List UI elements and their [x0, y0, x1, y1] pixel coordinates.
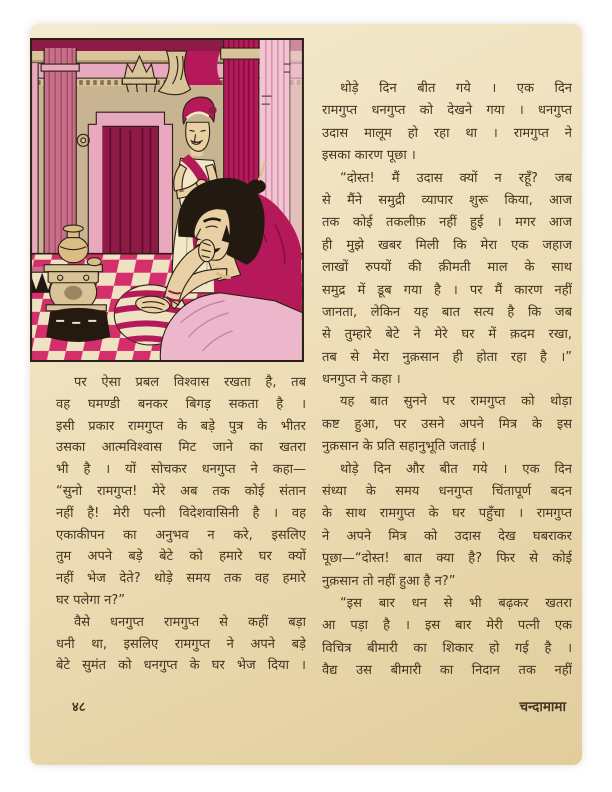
- text-line: इसका कारण पूछा ।: [322, 148, 416, 164]
- page-number: ४८: [72, 700, 86, 715]
- text-line: से मैंने समुद्री व्यापार शुरू किया, आज: [322, 192, 572, 208]
- text-line: उसका आत्मविश्वास मिट जाने का खतरा: [56, 440, 306, 456]
- story-illustration: [30, 38, 304, 362]
- text-line: जानता, लेकिन यह बात सत्य है कि जब: [322, 304, 572, 320]
- text-line: तक कोई तकलीफ़ नहीं हुई । मगर आज: [322, 215, 572, 231]
- left-column-text: [56, 372, 306, 677]
- text-line: आ पड़ा है । इस बार मेरी पत्नी एक: [322, 618, 572, 634]
- text-line: नुक़सान के प्रति सहानुभूति जताई ।: [322, 439, 486, 455]
- text-line: रामगुप्त धनगुप्त को देखने गया । धनगुप्त: [322, 103, 572, 119]
- scanned-page: [30, 24, 582, 765]
- text-line: से तुम्हारे बेटे ने मेरे घर में क़दम रखा,: [322, 327, 572, 343]
- text-line: तुम अपने बड़े बेटे को हमारे घर क्यों: [56, 549, 306, 565]
- text-line: भी है । यों सोचकर धनगुप्त ने कहा—: [56, 462, 306, 478]
- text-line: नुक़सान तो नहीं हुआ है न?”: [322, 573, 456, 589]
- text-line: विचित्र बीमारी का शिकार हो गई है ।: [322, 640, 572, 656]
- text-line: के साथ रामगुप्त के घर पहुँचा । रामगुप्त: [322, 506, 572, 522]
- magazine-title: चन्दामामा: [519, 699, 566, 715]
- text-line: थोड़े दिन और बीत गये । एक दिन: [340, 461, 572, 477]
- text-line: वैद्य उस बीमारी का निदान तक नहीं: [322, 663, 572, 679]
- text-line: “इस बार धन से भी बढ़कर खतरा: [340, 595, 572, 611]
- text-line: वह घमण्डी बनकर बिगड़ सकता है ।: [56, 396, 306, 412]
- text-line: उदास मालूम हो रहा था । रामगुप्त ने: [322, 125, 572, 141]
- text-line: नहीं है! मेरी पत्नी विदेशवासिनी है । वह: [56, 505, 306, 521]
- text-line: लाखों रुपयों की क़ीमती माल के साथ: [322, 260, 572, 276]
- text-line: यह बात सुनने पर रामगुप्त को थोड़ा: [340, 394, 572, 410]
- illustration-canvas: [30, 38, 304, 362]
- text-line: तब से मेरा नुक़सान ही होता रहा है ।”: [322, 349, 572, 365]
- text-line: “दोस्त! मैं उदास क्यों न रहूँ? जब: [340, 170, 572, 186]
- text-line: घर पलेगा न?”: [56, 592, 125, 608]
- text-line: बेटे सुमंत को धनगुप्त के घर भेज दिया ।: [56, 658, 306, 674]
- text-line: संध्या के समय धनगुप्त चिंतापूर्ण बदन: [322, 484, 572, 500]
- text-line: ने अपने मित्र को उदास देख घबराकर: [322, 528, 572, 544]
- text-line: ही मुझे खबर मिली कि मेरा एक जहाज: [322, 237, 572, 253]
- text-line: थोड़े दिन बीत गये । एक दिन: [340, 81, 572, 96]
- text-line: पर ऐसा प्रबल विश्वास रखता है, तब: [74, 375, 306, 390]
- text-line: वैसे धनगुप्त रामगुप्त से कहीं बड़ा: [74, 614, 306, 630]
- text-line: नहीं भेज देते? थोड़े समय तक वह हमारे: [56, 571, 306, 587]
- text-line: “सुनो रामगुप्त! मेरे अब तक कोई संतान: [56, 483, 306, 499]
- text-line: इसी प्रकार रामगुप्त के बड़े पुत्र के भीतर: [56, 418, 306, 434]
- text-line: समुद्र में डूब गया है । पर मैं कारण नहीं: [322, 282, 572, 298]
- text-line: धनी था, इसलिए रामगुप्त ने अपने बड़े: [56, 636, 306, 652]
- text-line: कष्ट हुआ, पर उसने अपने मित्र के इस: [322, 416, 572, 432]
- text-line: धनगुप्त ने कहा ।: [322, 372, 401, 388]
- doorway: [88, 112, 172, 256]
- right-column-text: [322, 78, 572, 683]
- text-line: पूछा—“दोस्त! बात क्या है? फिर से कोई: [322, 551, 572, 567]
- dark-stool: [46, 308, 110, 342]
- text-line: एकाकीपन का अनुभव न करे, इसलिए: [56, 527, 306, 543]
